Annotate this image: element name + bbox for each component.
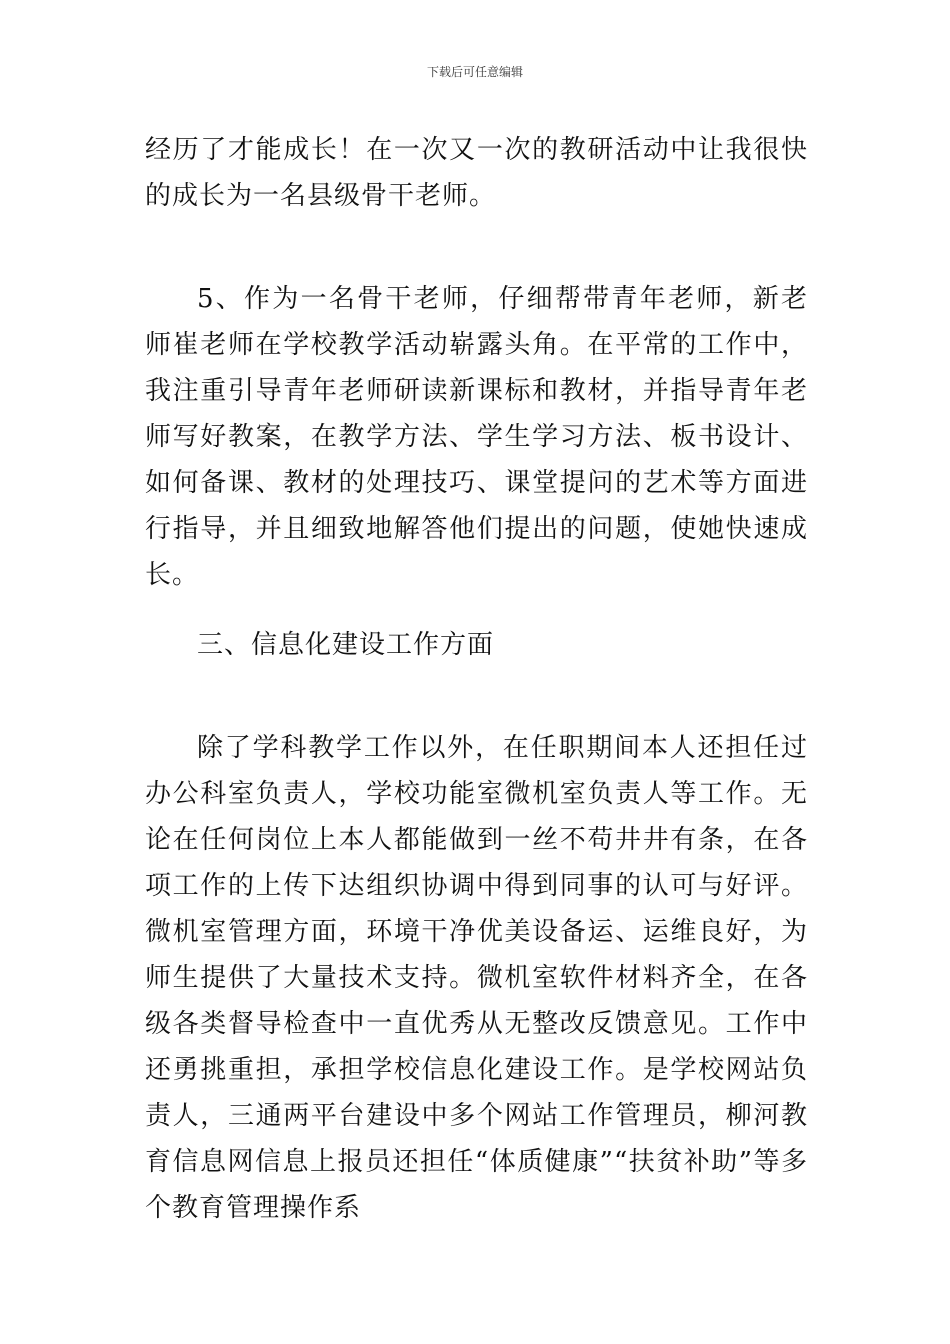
paragraph-continuation: 经历了才能成长！在一次又一次的教研活动中让我很快的成长为一名县级骨干老师。 (145, 135, 808, 211)
paragraph-informatization: 除了学科教学工作以外，在任职期间本人还担任过办公科室负责人，学校功能室微机室负责人等工作。无论在任何岗位上本人都能做到一丝不苟井井有条，在各项工作的上传下达组织协调中得到同事的认可与好评。微机室管理方面，环境干净优美设备运、运维良好，为师生提供了大量技术支持。微机室软件材料齐全，在各级各类督导检查中一直优秀从无整改反馈意见。工作中还勇挑重担，承担学校信息化建设工作。是学校网站负责人，三通两平台建设中多个网站工作管理员，柳河教育信息网信息上报员还担任“体质健康”“扶贫补助”等多个教育管理操作系 (145, 733, 808, 1223)
section-heading-informatization: 三、信息化建设工作方面 (197, 630, 495, 660)
paragraph-mentoring: 5、作为一名骨干老师，仔细帮带青年老师，新老师崔老师在学校教学活动崭露头角。在平常的工作中，我注重引导青年老师研读新课标和教材，并指导青年老师写好教案，在教学方法、学生学习方法、板书设计、如何备课、教材的处理技巧、课堂提问的艺术等方面进行指导，并且细致地解答他们提出的问题，使她快速成长。 (145, 284, 808, 590)
page-header: 下载后可任意编辑 (426, 65, 523, 79)
